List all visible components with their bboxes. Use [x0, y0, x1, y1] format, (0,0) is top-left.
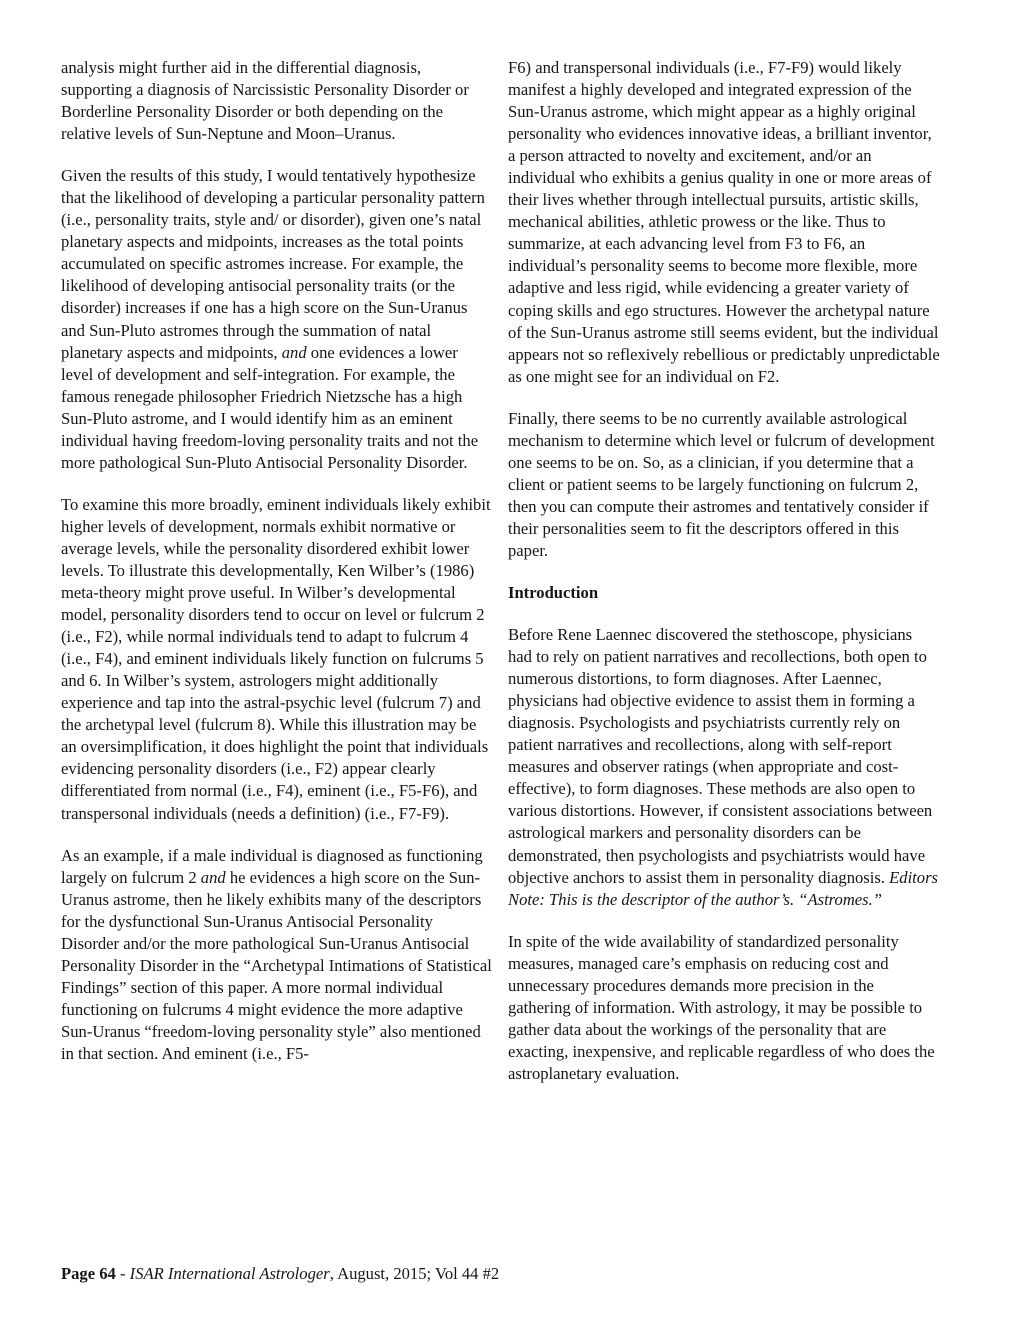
right-column: [508, 57, 940, 1105]
emphasis: and: [281, 342, 307, 362]
paragraph: To examine this more broadly, eminent individuals likely exhibit higher levels of development, normals exhibit normative or average levels, while the personality disordered exhibit lower levels. To illustrate this developmentally, Ken Wilber’s (1986) meta-theory might prove useful. In Wilber’s developmental model, personality disorders tend to occur on level or fulcrum 2 (i.e., F2), while normal individuals tend to adapt to fulcrum 4 (i.e., F4), and eminent individuals likely function on fulcrums 5 and 6. In Wilber’s system, astrologers might additionally experience and tap into the astral-psychic level (fulcrum 7) and the archetypal level (fulcrum 8). While this illustration may be an oversimplification, it does highlight the point that individuals evidencing personality disorders (i.e., F2) appear clearly differentiated from normal (i.e., F4), eminent (i.e., F5-F6), and transpersonal individuals (needs a definition) (i.e., F7-F9).: [61, 494, 491, 823]
paragraph: analysis might further aid in the differential diagnosis, supporting a diagnosis of Narcissistic Personality Disorder or Borderline Personality Disorder or both depending on the relative levels of Sun-Neptune and Moon–Uranus.: [61, 58, 469, 144]
page-footer: Page 64 - ISAR International Astrologer, August, 2015; Vol 44 #2: [61, 1264, 500, 1283]
issue-info: , August, 2015; Vol 44 #2: [329, 1264, 500, 1283]
page-number: Page 64: [61, 1264, 116, 1283]
publication-title: ISAR International Astrologer: [129, 1264, 330, 1283]
paragraph: F6) and transpersonal individuals (i.e., F7-F9) would likely manifest a highly developed and integrated expression of the Sun-Uranus astrome, which might appear as a highly original personality who evidences innovative ideas, a brilliant inventor, a person attracted to novelty and excitement, and/or an individual who exhibits a genius quality in one or more areas of their lives whether through intellectual pursuits, artistic skills, mechanical abilities, athletic prowess or the like. Thus to summarize, at each advancing level from F3 to F6, an individual’s personality seems to become more flexible, more adaptive and less rigid, while evidencing a greater variety of coping skills and ego structures. However the archetypal nature of the Sun-Uranus astrome still seems evident, but the individual appears not so reflexively rebellious or predictably unpredictable as one might see for an individual on F2.: [508, 58, 940, 386]
paragraph: Finally, there seems to be no currently available astrological mechanism to determine which level or fulcrum of development one seems to be on. So, as a clinician, if you determine that a client or patient seems to be largely functioning on fulcrum 2, then you can compute their astromes and tentatively consider if their personalities seem to fit the descriptors offered in this paper.: [508, 408, 935, 560]
paragraph: Given the results of this study, I would tentatively hypothesize that the likelihood of developing a particular personality pattern (i.e., personality traits, style and/ or disorder), given one’s natal planetary aspects and midpoints, increases as the total points accumulated on specific astromes increase. For example, the likelihood of developing antisocial personality traits (or the disorder) increases if one has a high score on the Sun-Uranus and Sun-Pluto astromes through the summation of natal planetary aspects and midpoints, and one evidences a lower level of development and self-integration. For example, the famous renegade philosopher Friedrich Nietzsche has a high Sun-Pluto astrome, and I would identify him as an eminent individual having freedom-loving personality traits and not the more pathological Sun-Pluto Antisocial Personality Disorder.: [61, 166, 485, 472]
emphasis: and: [200, 867, 226, 887]
paragraph: Before Rene Laennec discovered the stethoscope, physicians had to rely on patient narratives and recollections, both open to numerous distortions, to form diagnoses. After Laennec, physicians had objective evidence to assist them in forming a diagnosis. Psychologists and psychiatrists currently rely on patient narratives and recollections, along with self-report measures and observer ratings (when appropriate and cost-effective), to form diagnoses. These methods are also open to various distortions. However, if consistent associations between astrological markers and personality disorders can be demonstrated, then psychologists and psychiatrists would have objective anchors to assist them in personality diagnosis. Editors Note: This is the descriptor of the author’s. “Astromes.”: [508, 625, 939, 909]
paragraph: In spite of the wide availability of standardized personality measures, managed care’s emphasis on reducing cost and unnecessary procedures demands more precision in the gathering of information. With astrology, it may be possible to gather data about the workings of the personality that are exacting, inexpensive, and replicable regardless of who does the astroplanetary evaluation.: [508, 931, 935, 1083]
left-column: [61, 57, 493, 1085]
section-heading: Introduction: [508, 583, 599, 603]
paragraph: As an example, if a male individual is diagnosed as functioning largely on fulcrum 2 and he evidences a high score on the Sun-Uranus astrome, then he likely exhibits many of the descriptors for the dysfunctional Sun-Uranus Antisocial Personality Disorder and/or the more pathological Sun-Uranus Antisocial Personality Disorder in the “Archetypal Intimations of Statistical Findings” section of this paper. A more normal individual functioning on fulcrums 4 might evidence the more adaptive Sun-Uranus “freedom-loving personality style” also mentioned in that section. And eminent (i.e., F5-: [61, 845, 492, 1063]
editors-note: Editors Note: This is the descriptor of the author’s. “Astromes.”: [508, 867, 939, 909]
